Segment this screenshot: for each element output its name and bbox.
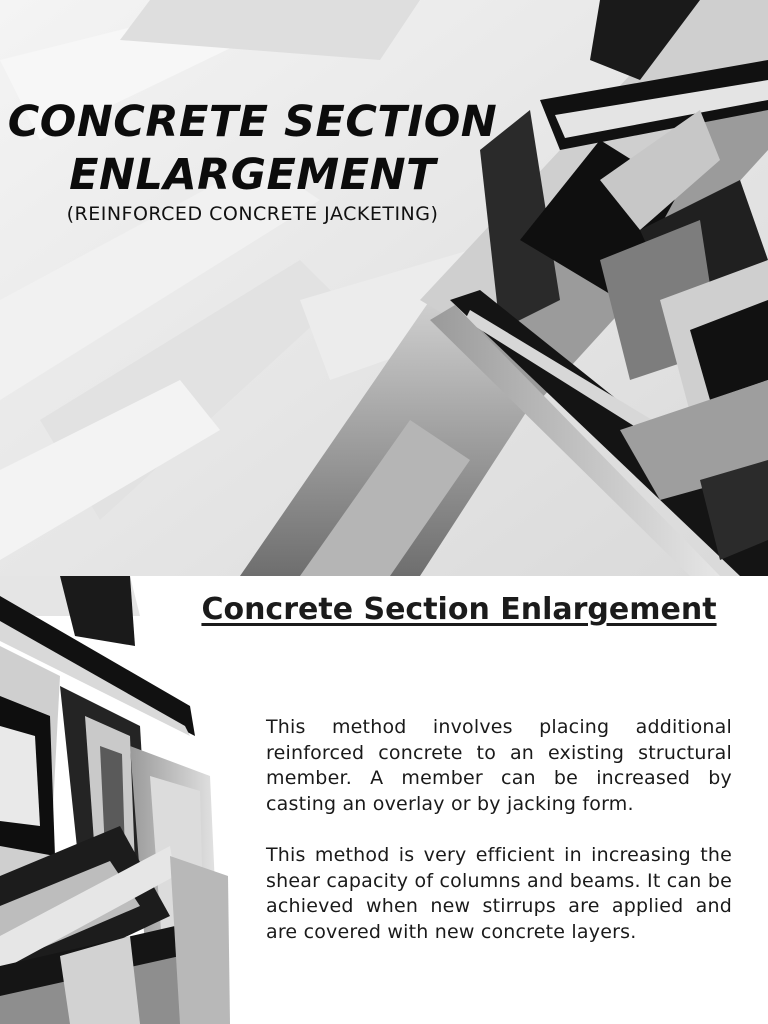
cover-title-line-2: ENLARGEMENT [69, 150, 436, 200]
content-paragraph-2: This method is very efficient in increasing the shear capacity of columns and beams. It can be achieved when new stirrups are applied and are covered with new concrete layers. [266, 844, 732, 943]
content-side-art [0, 576, 240, 1024]
content-body [266, 715, 732, 971]
cover-title-block [0, 96, 505, 226]
content-paragraph-1: This method involves placing additional reinforced concrete to an existing structural member. A member can be increased by casting an overlay or by jacking form. [266, 716, 732, 815]
content-slide [0, 576, 768, 1024]
cover-title-line-1: CONCRETE SECTION [7, 97, 498, 147]
cover-subtitle: (REINFORCED CONCRETE JACKETING) [66, 203, 439, 225]
content-heading: Concrete Section Enlargement [201, 592, 717, 627]
